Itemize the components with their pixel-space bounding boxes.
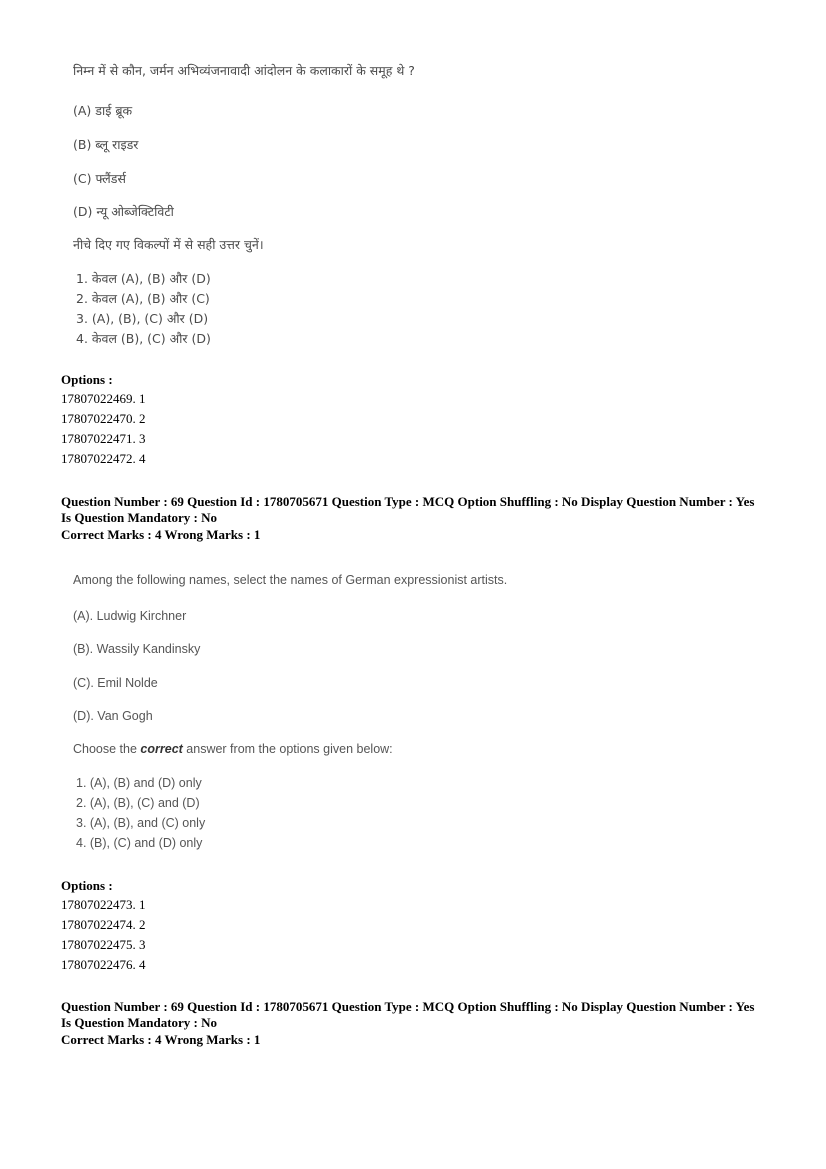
question-stem: Among the following names, select the names of German expressionist artists. [73,573,508,587]
question-item: (D). Van Gogh [73,709,153,723]
question-instruction: नीचे दिए गए विकल्पों में से सही उत्तर चुनें। [73,237,264,252]
emphasis-correct: correct [140,742,183,756]
answer-choice: 4. (B), (C) and (D) only [76,836,203,850]
question-item: (B). Wassily Kandinsky [73,642,201,656]
question-item: (C). Emil Nolde [73,676,158,690]
question-meta-line: Question Number : 69 Question Id : 1780705671 Question Type : MCQ Option Shuffling : No Display Question Number : Yes [61,494,755,509]
question-item: (A) डाई ब्रूक [73,103,133,118]
answer-choice: 1. केवल (A), (B) और (D) [76,271,211,286]
answer-choice: 2. (A), (B), (C) and (D) [76,796,200,810]
question-item: (B) ब्लू राइडर [73,137,139,152]
option-id-row: 17807022476. 4 [61,957,146,972]
option-id-row: 17807022470. 2 [61,411,146,426]
question-meta-line: Correct Marks : 4 Wrong Marks : 1 [61,1032,261,1047]
answer-choice: 3. (A), (B), and (C) only [76,816,206,830]
answer-choice: 3. (A), (B), (C) और (D) [76,311,209,326]
answer-choice: 4. केवल (B), (C) और (D) [76,331,211,346]
option-id-row: 17807022471. 3 [61,431,146,446]
question-instruction: Choose the correct answer from the options given below: [73,742,393,756]
question-item: (A). Ludwig Kirchner [73,609,187,623]
question-meta-line: Question Number : 69 Question Id : 1780705671 Question Type : MCQ Option Shuffling : No Display Question Number : Yes [61,999,755,1014]
option-id-row: 17807022469. 1 [61,391,146,406]
question-meta-line: Is Question Mandatory : No [61,1015,218,1030]
option-id-row: 17807022474. 2 [61,917,146,932]
options-label: Options : [61,878,113,893]
question-stem: निम्न में से कौन, जर्मन अभिव्यंजनावादी आंदोलन के कलाकारों के समूह थे ? [73,63,415,78]
question-item: (C) फ्लैंडर्स [73,171,126,186]
option-id-row: 17807022473. 1 [61,897,146,912]
answer-choice: 2. केवल (A), (B) और (C) [76,291,210,306]
question-meta-line: Correct Marks : 4 Wrong Marks : 1 [61,527,261,542]
answer-choice: 1. (A), (B) and (D) only [76,776,202,790]
options-label: Options : [61,372,113,387]
option-id-row: 17807022475. 3 [61,937,146,952]
question-meta-line: Is Question Mandatory : No [61,510,218,525]
option-id-row: 17807022472. 4 [61,451,146,466]
question-item: (D) न्यू ओब्जेक्टिविटी [73,204,174,219]
